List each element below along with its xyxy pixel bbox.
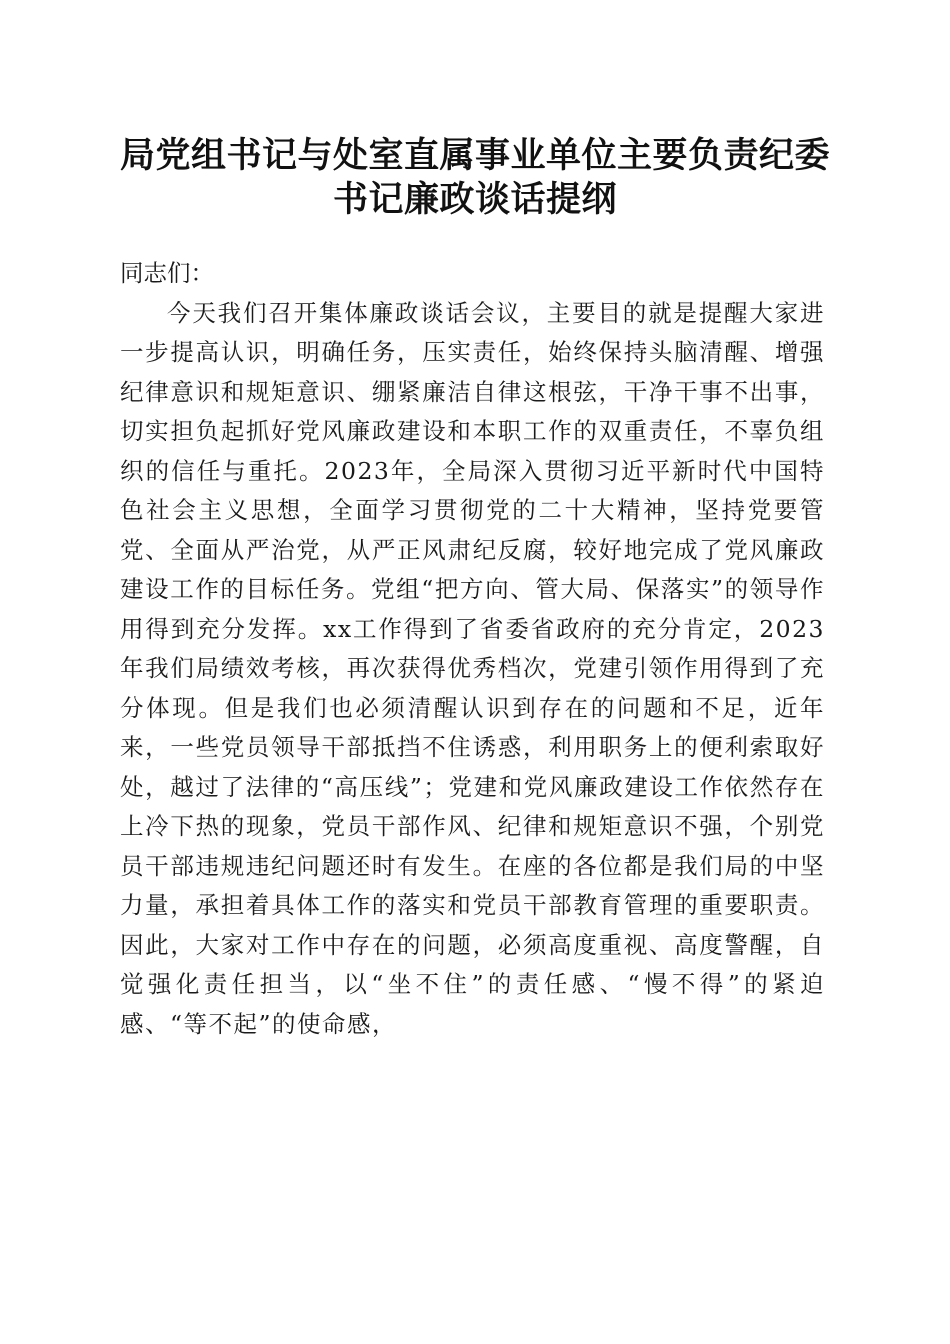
title-line-2: 书记廉政谈话提纲 bbox=[332, 179, 617, 220]
salutation: 同志们： bbox=[120, 259, 214, 287]
title-line-1: 局党组书记与处室直属事业单位主要负责纪委 bbox=[119, 135, 830, 176]
document-title bbox=[100, 134, 850, 222]
document-body bbox=[120, 254, 825, 1044]
body-paragraph: 今天我们召开集体廉政谈话会议，主要目的就是提醒大家进一步提高认识，明确任务，压实责任，始终保持头脑清醒、增强纪律意识和规矩意识、绷紧廉洁自律这根弦，干净干事不出事，切实担负起抓好党风廉政建设和本职工作的双重责任，不辜负组织的信任与重托。2023年，全局深入贯彻习近平新时代中国特色社会主义思想，全面学习贯彻党的二十大精神，坚持党要管党、全面从严治党，从严正风肃纪反腐，较好地完成了党风廉政建设工作的目标任务。党组“把方向、管大局、保落实”的领导作用得到充分发挥。xx工作得到了省委省政府的充分肯定，2023年我们局绩效考核，再次获得优秀档次，党建引领作用得到了充分体现。但是我们也必须清醒认识到存在的问题和不足，近年来，一些党员领导干部抵挡不住诱惑，利用职务上的便利索取好处，越过了法律的“高压线”；党建和党风廉政建设工作依然存在上冷下热的现象，党员干部作风、纪律和规矩意识不强，个别党员干部违规违纪问题还时有发生。在座的各位都是我们局的中坚力量，承担着具体工作的落实和党员干部教育管理的重要职责。因此，大家对工作中存在的问题，必须高度重视、高度警醒，自觉强化责任担当，以“坐不住”的责任感、“慢不得”的紧迫感、“等不起”的使命感， bbox=[120, 298, 825, 1038]
